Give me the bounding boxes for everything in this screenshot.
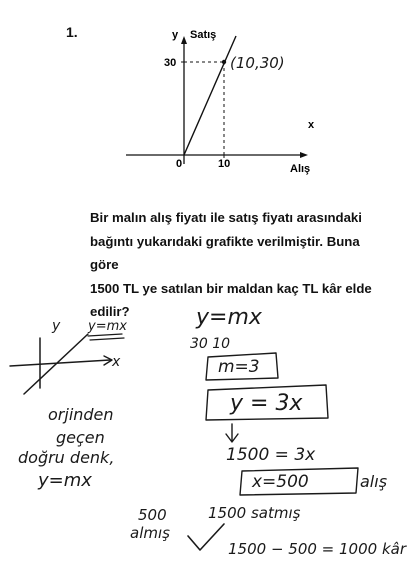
cost-value: 500	[138, 506, 167, 524]
check-mark	[188, 524, 224, 550]
sale-line: 1500 satmış	[208, 504, 301, 522]
down-arrow	[226, 424, 238, 442]
equation-y-3x: y = 3x	[230, 391, 303, 416]
x-tick-label-10: 10	[218, 158, 231, 170]
equation-y-mx: y=mx	[196, 305, 262, 330]
note-line: y=mx	[38, 470, 92, 491]
question-line: Bir malın alış fiyatı ile satış fiyatı arasındaki	[90, 210, 362, 225]
origin-label: 0	[176, 158, 183, 170]
equation-1500-3x: 1500 = 3x	[226, 445, 316, 465]
sketch-line-label: y=mx	[88, 319, 127, 334]
note-line: doğru denk,	[18, 448, 115, 467]
x-axis-label: Alış	[290, 163, 311, 175]
sketch-graph	[10, 334, 112, 394]
cost-word: almış	[130, 524, 170, 542]
slope-result: m=3	[218, 357, 260, 377]
y-axis-letter: y	[172, 29, 179, 41]
underline	[90, 338, 124, 340]
alis-label: alış	[360, 472, 388, 491]
point-annotation: (10,30)	[230, 54, 285, 72]
question-number: 1.	[66, 24, 78, 40]
x-axis-letter: x	[308, 119, 315, 131]
x-result: x=500	[252, 472, 309, 492]
sketch-x-letter: x	[112, 354, 121, 370]
substitution-values: 30 10	[190, 336, 231, 352]
y-tick-label-30: 30	[164, 57, 177, 69]
question-line: bağıntı yukarıdaki grafikte verilmiştir. Buna göre	[90, 233, 360, 272]
y-axis-label: Satış	[190, 29, 217, 41]
sketch-y-letter: y	[52, 318, 61, 334]
question-line: 1500 TL ye satılan bir maldan kaç TL kâr elde	[90, 280, 372, 296]
question-line: edilir?	[90, 304, 130, 319]
note-line: geçen	[56, 428, 105, 447]
profit-line: 1500 − 500 = 1000 kâr	[228, 540, 407, 558]
note-line: orjinden	[48, 405, 114, 424]
underline	[88, 334, 122, 336]
